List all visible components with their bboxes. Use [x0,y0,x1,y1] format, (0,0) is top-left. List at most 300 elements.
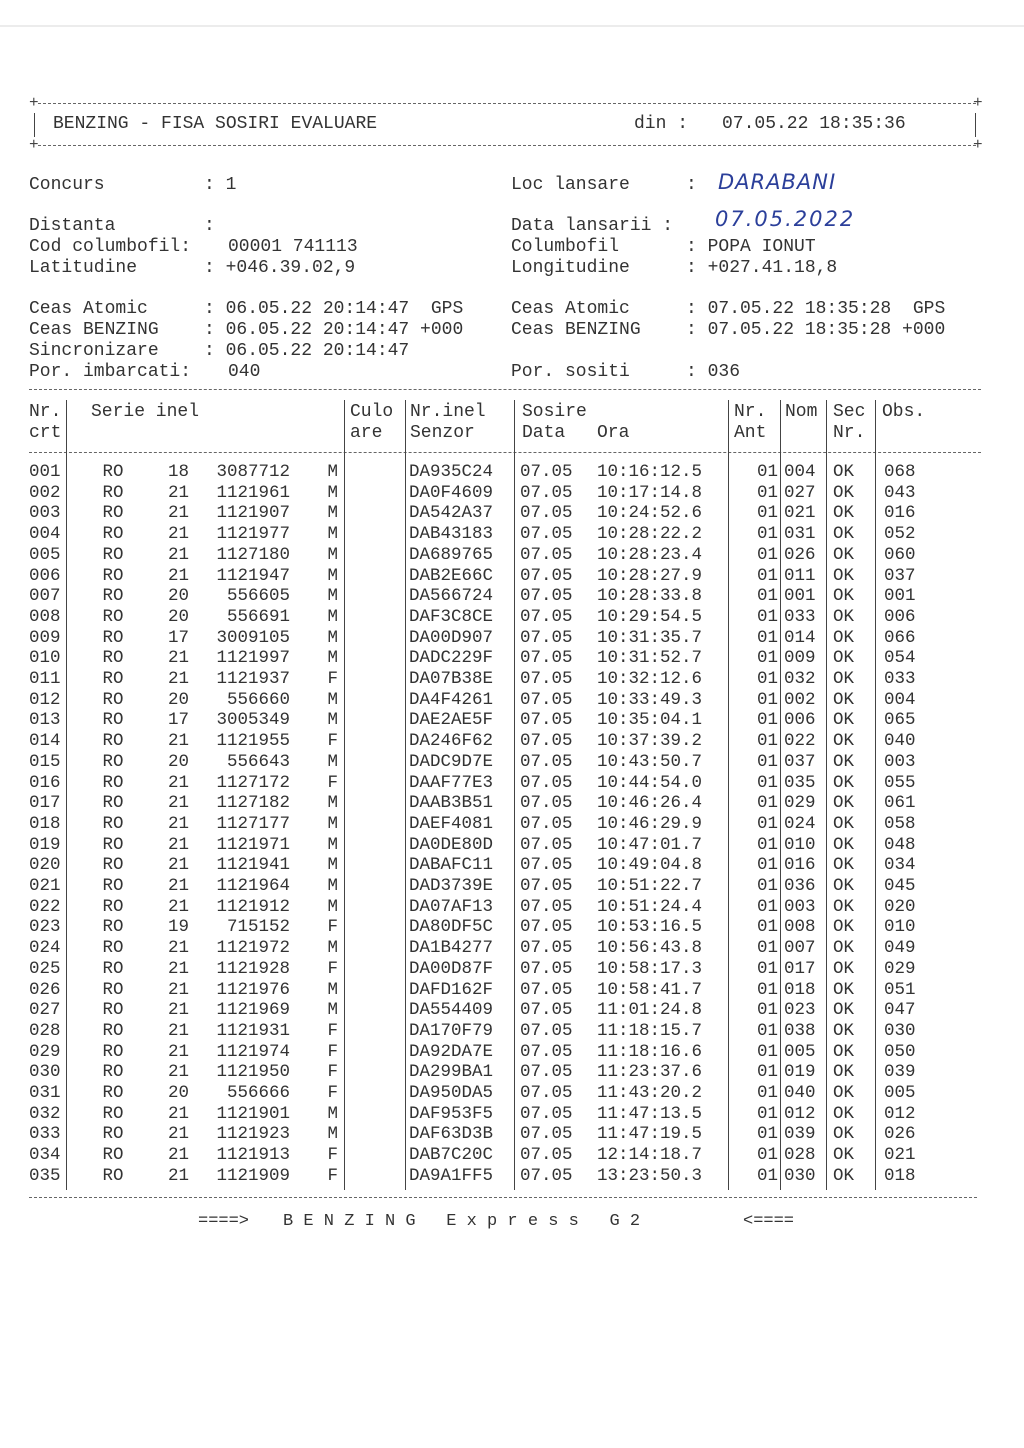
cell-an: 21 [167,855,189,876]
cell-nr: 010 [29,648,61,669]
cell-nr: 027 [29,1000,61,1021]
cell-nom: 016 [784,855,816,876]
cell-sec: OK [833,710,855,731]
cell-data: 07.05 [520,896,573,917]
cell-an: 18 [167,462,189,482]
cell-tara: RO [102,813,124,834]
distanta-label: Distanta [29,216,116,236]
cell-nr: 012 [29,689,61,710]
cell-sec: OK [833,1083,855,1103]
cell-ant: 01 [756,462,778,482]
cell-data: 07.05 [520,876,573,896]
cell-obs: 066 [884,627,916,648]
cell-senzor: DA246F62 [409,731,494,752]
column-divider [728,400,729,1190]
cell-ora: 10:31:52.7 [597,648,703,669]
cell-sex: M [327,648,338,669]
cell-obs: 049 [884,938,916,959]
cell-inel: 1121950 [216,1062,290,1083]
cell-inel: 1127177 [216,813,290,834]
cell-ant: 01 [756,731,778,752]
cell-data: 07.05 [520,648,573,669]
cell-ora: 10:28:33.8 [597,586,703,607]
cell-nom: 024 [784,813,816,834]
cell-an: 21 [167,938,189,959]
cell-nr: 031 [29,1083,61,1103]
cell-nom: 001 [784,586,816,607]
footer-right-arrow: <==== [743,1212,795,1231]
cell-sec: OK [833,896,855,917]
cell-nom: 036 [784,876,816,896]
report-date-label: din : [634,114,689,134]
cell-obs: 003 [884,751,916,772]
cell-data: 07.05 [520,1041,573,1062]
cell-ora: 10:51:24.4 [597,896,703,917]
cod-columbofil-label: Cod columbofil: [29,237,192,257]
cell-ora: 10:46:26.4 [597,793,703,814]
cell-ora: 11:18:16.6 [597,1041,703,1062]
cell-inel: 1121931 [216,1020,290,1041]
cell-tara: RO [102,544,124,565]
cell-data: 07.05 [520,793,573,814]
cell-senzor: DA9A1FF5 [409,1165,494,1186]
cell-nr: 011 [29,669,61,689]
cell-ant: 01 [756,896,778,917]
cell-ant: 01 [756,813,778,834]
cell-an: 21 [167,1062,189,1083]
cell-sec: OK [833,669,855,689]
cod-columbofil-value: 00001 741113 [228,237,358,257]
cell-nr: 030 [29,1062,61,1083]
cell-nr: 004 [29,524,61,545]
cell-inel: 1127172 [216,772,290,793]
cell-tara: RO [102,503,124,524]
ceas-atomic-end-label: Ceas Atomic [511,299,630,319]
cell-senzor: DA80DF5C [409,917,494,938]
cell-data: 07.05 [520,503,573,524]
cell-sec: OK [833,1165,855,1186]
cell-obs: 061 [884,793,916,814]
column-divider [344,400,345,1190]
cell-an: 20 [167,1083,189,1103]
cell-data: 07.05 [520,586,573,607]
cell-senzor: DA689765 [409,544,494,565]
scan-edge-line [0,25,1024,27]
cell-data: 07.05 [520,565,573,586]
cell-ora: 13:23:50.3 [597,1165,703,1186]
cell-ant: 01 [756,1103,778,1124]
cell-obs: 021 [884,1145,916,1166]
cell-obs: 010 [884,917,916,938]
cell-sec: OK [833,1041,855,1062]
cell-tara: RO [102,1103,124,1124]
ceas-benzing-start-label: Ceas BENZING [29,320,159,340]
cell-inel: 1121977 [216,524,290,545]
cell-nr: 007 [29,586,61,607]
longitudine-label: Longitudine [511,258,630,278]
cell-nom: 004 [784,462,816,482]
cell-an: 19 [167,917,189,938]
cell-sec: OK [833,751,855,772]
cell-obs: 054 [884,648,916,669]
cell-data: 07.05 [520,1083,573,1103]
cell-nom: 021 [784,503,816,524]
cell-tara: RO [102,565,124,586]
cell-ora: 10:49:04.8 [597,855,703,876]
cell-nom: 038 [784,1020,816,1041]
cell-tara: RO [102,482,124,503]
cell-nom: 011 [784,565,816,586]
cell-tara: RO [102,524,124,545]
cell-nom: 006 [784,710,816,731]
cell-inel: 1121913 [216,1145,290,1166]
cell-sex: M [327,462,338,482]
header-serie-inel: Serie inel [91,402,200,422]
cell-ora: 10:53:16.5 [597,917,703,938]
cell-tara: RO [102,917,124,938]
cell-data: 07.05 [520,731,573,752]
cell-inel: 1121961 [216,482,290,503]
imbarcati-value: 040 [228,362,261,382]
cell-ora: 10:28:27.9 [597,565,703,586]
cell-nr: 016 [29,772,61,793]
cell-nom: 007 [784,938,816,959]
cell-ant: 01 [756,710,778,731]
cell-nom: 009 [784,648,816,669]
header-sosire: Sosire [522,402,587,422]
cell-inel: 556643 [226,751,290,772]
cell-ant: 01 [756,979,778,1000]
cell-inel: 1121909 [216,1165,290,1186]
corner-mark: + [973,136,983,154]
cell-senzor: DADC9D7E [409,751,494,772]
cell-senzor: DA0DE80D [409,834,494,855]
cell-tara: RO [102,1124,124,1145]
cell-ant: 01 [756,586,778,607]
cell-ant: 01 [756,689,778,710]
cell-inel: 1121997 [216,648,290,669]
cell-data: 07.05 [520,669,573,689]
cell-inel: 1121947 [216,565,290,586]
sincronizare-value: : 06.05.22 20:14:47 [204,341,410,361]
cell-nom: 031 [784,524,816,545]
cell-nr: 026 [29,979,61,1000]
header-data: Data [522,423,566,443]
cell-ora: 10:37:39.2 [597,731,703,752]
cell-inel: 1121974 [216,1041,290,1062]
cell-data: 07.05 [520,544,573,565]
loc-lansare-handwritten: DARABANI [718,170,837,194]
cell-ora: 10:31:35.7 [597,627,703,648]
cell-ant: 01 [756,772,778,793]
cell-nom: 002 [784,689,816,710]
cell-data: 07.05 [520,813,573,834]
cell-sec: OK [833,648,855,669]
cell-obs: 039 [884,1062,916,1083]
cell-tara: RO [102,958,124,979]
cell-sec: OK [833,689,855,710]
cell-inel: 1121976 [216,979,290,1000]
cell-senzor: DA1B4277 [409,938,494,959]
cell-sec: OK [833,958,855,979]
cell-ora: 10:16:12.5 [597,462,703,482]
header-nom: Nom [785,402,818,422]
cell-nom: 012 [784,1103,816,1124]
cell-senzor: DABAFC11 [409,855,494,876]
cell-an: 20 [167,586,189,607]
column-divider [875,400,876,1190]
cell-sex: M [327,606,338,627]
cell-inel: 556660 [226,689,290,710]
cell-tara: RO [102,710,124,731]
cell-sex: F [327,1165,338,1186]
distanta-value: : [204,216,215,236]
ceas-benzing-start-value: : 06.05.22 20:14:47 +000 [204,320,464,340]
cell-nom: 005 [784,1041,816,1062]
cell-sex: F [327,772,338,793]
cell-nr: 022 [29,896,61,917]
cell-data: 07.05 [520,606,573,627]
cell-nr: 024 [29,938,61,959]
cell-sec: OK [833,1020,855,1041]
cell-obs: 016 [884,503,916,524]
cell-sec: OK [833,1000,855,1021]
column-divider [780,400,781,1190]
cell-tara: RO [102,1000,124,1021]
cell-ant: 01 [756,958,778,979]
cell-data: 07.05 [520,1062,573,1083]
cell-tara: RO [102,1041,124,1062]
cell-ora: 10:29:54.5 [597,606,703,627]
cell-nr: 033 [29,1124,61,1145]
cell-inel: 1121969 [216,1000,290,1021]
cell-ant: 01 [756,482,778,503]
cell-sec: OK [833,1124,855,1145]
cell-data: 07.05 [520,938,573,959]
cell-obs: 058 [884,813,916,834]
cell-data: 07.05 [520,958,573,979]
cell-sec: OK [833,1062,855,1083]
imbarcati-label: Por. imbarcati: [29,362,192,382]
cell-data: 07.05 [520,627,573,648]
cell-data: 07.05 [520,1020,573,1041]
cell-senzor: DAF3C8CE [409,606,494,627]
cell-ant: 01 [756,565,778,586]
cell-senzor: DAF63D3B [409,1124,494,1145]
cell-ant: 01 [756,834,778,855]
cell-tara: RO [102,793,124,814]
cell-nr: 015 [29,751,61,772]
cell-an: 21 [167,979,189,1000]
cell-data: 07.05 [520,751,573,772]
column-divider [826,400,827,1190]
cell-nom: 039 [784,1124,816,1145]
cell-senzor: DAE2AE5F [409,710,494,731]
sositi-label: Por. sositi [511,362,630,382]
cell-sec: OK [833,586,855,607]
cell-data: 07.05 [520,1103,573,1124]
cell-tara: RO [102,896,124,917]
cell-ora: 10:32:12.6 [597,669,703,689]
cell-sex: F [327,1020,338,1041]
cell-nr: 006 [29,565,61,586]
cell-senzor: DA07AF13 [409,896,494,917]
cell-ant: 01 [756,855,778,876]
cell-tara: RO [102,979,124,1000]
cell-senzor: DAF953F5 [409,1103,494,1124]
cell-nr: 028 [29,1020,61,1041]
ceas-atomic-start-value: : 06.05.22 20:14:47 GPS [204,299,464,319]
cell-ant: 01 [756,793,778,814]
report-date-value: 07.05.22 18:35:36 [722,114,906,134]
cell-ora: 10:47:01.7 [597,834,703,855]
cell-ora: 11:47:19.5 [597,1124,703,1145]
cell-obs: 026 [884,1124,916,1145]
cell-sex: M [327,751,338,772]
cell-ant: 01 [756,544,778,565]
cell-inel: 1121941 [216,855,290,876]
cell-inel: 1121912 [216,896,290,917]
cell-senzor: DAEF4081 [409,813,494,834]
cell-an: 21 [167,1103,189,1124]
ceas-benzing-end-label: Ceas BENZING [511,320,641,340]
cell-obs: 001 [884,586,916,607]
cell-obs: 051 [884,979,916,1000]
latitudine-value: : +046.39.02,9 [204,258,356,278]
cell-sex: M [327,1103,338,1124]
table-bottom-rule [29,1197,977,1198]
cell-an: 17 [167,627,189,648]
cell-tara: RO [102,606,124,627]
cell-nom: 023 [784,1000,816,1021]
corner-mark: + [29,94,39,112]
cell-nr: 013 [29,710,61,731]
cell-nom: 029 [784,793,816,814]
cell-obs: 047 [884,1000,916,1021]
header-obs: Obs. [882,402,926,422]
header-left-bar [34,113,35,137]
cell-ora: 12:14:18.7 [597,1145,703,1166]
cell-an: 21 [167,834,189,855]
cell-nr: 019 [29,834,61,855]
ceas-atomic-start-label: Ceas Atomic [29,299,148,319]
cell-senzor: DA542A37 [409,503,494,524]
cell-obs: 052 [884,524,916,545]
cell-an: 21 [167,793,189,814]
cell-senzor: DA170F79 [409,1020,494,1041]
cell-sex: F [327,958,338,979]
cell-tara: RO [102,669,124,689]
cell-senzor: DA92DA7E [409,1041,494,1062]
footer-brand: B E N Z I N G E x p r e s s G 2 [283,1212,641,1231]
ceas-atomic-end-value: : 07.05.22 18:35:28 GPS [686,299,946,319]
cell-sex: M [327,813,338,834]
cell-tara: RO [102,751,124,772]
loc-lansare-label: Loc lansare [511,175,630,195]
cell-nr: 025 [29,958,61,979]
cell-an: 21 [167,1145,189,1166]
cell-sec: OK [833,1103,855,1124]
cell-nr: 001 [29,462,61,482]
cell-an: 21 [167,876,189,896]
cell-tara: RO [102,1083,124,1103]
cell-inel: 3005349 [216,710,290,731]
cell-inel: 3087712 [216,462,290,482]
cell-ant: 01 [756,606,778,627]
cell-sex: M [327,503,338,524]
cell-senzor: DAD3739E [409,876,494,896]
cell-inel: 1121923 [216,1124,290,1145]
cell-nom: 026 [784,544,816,565]
cell-nr: 020 [29,855,61,876]
header-nr-ant-2: Ant [734,423,767,443]
data-lansarii-handwritten: 07.05.2022 [715,207,856,231]
cell-sec: OK [833,1145,855,1166]
cell-senzor: DAFD162F [409,979,494,1000]
header-bottom-rule [38,145,976,146]
cell-nom: 035 [784,772,816,793]
cell-obs: 043 [884,482,916,503]
cell-obs: 037 [884,565,916,586]
cell-data: 07.05 [520,855,573,876]
cell-nom: 003 [784,896,816,917]
cell-sex: F [327,731,338,752]
cell-ant: 01 [756,917,778,938]
cell-ant: 01 [756,648,778,669]
cell-sex: M [327,627,338,648]
header-culoare-1: Culo [350,402,394,422]
cell-senzor: DADC229F [409,648,494,669]
cell-inel: 1127180 [216,544,290,565]
cell-nom: 010 [784,834,816,855]
cell-inel: 715152 [226,917,290,938]
data-lansarii-label: Data lansarii : [511,216,674,236]
cell-nr: 018 [29,813,61,834]
cell-senzor: DA566724 [409,586,494,607]
cell-an: 21 [167,896,189,917]
cell-ant: 01 [756,1062,778,1083]
cell-sex: F [327,1083,338,1103]
cell-ora: 10:28:23.4 [597,544,703,565]
cell-an: 21 [167,1020,189,1041]
cell-sex: M [327,586,338,607]
cell-sec: OK [833,565,855,586]
cell-ant: 01 [756,1000,778,1021]
header-culoare-2: are [350,423,383,443]
cell-ant: 01 [756,503,778,524]
cell-senzor: DAB2E66C [409,565,494,586]
cell-inel: 1121972 [216,938,290,959]
cell-ora: 10:35:04.1 [597,710,703,731]
cell-ant: 01 [756,1145,778,1166]
cell-obs: 048 [884,834,916,855]
cell-nom: 014 [784,627,816,648]
cell-ora: 10:17:14.8 [597,482,703,503]
cell-ora: 10:58:41.7 [597,979,703,1000]
cell-obs: 004 [884,689,916,710]
cell-ora: 10:28:22.2 [597,524,703,545]
column-divider [405,400,406,1190]
sincronizare-label: Sincronizare [29,341,159,361]
header-sec-2: Nr. [833,423,866,443]
cell-senzor: DA935C24 [409,462,494,482]
cell-obs: 029 [884,958,916,979]
cell-sec: OK [833,855,855,876]
cell-senzor: DAB7C20C [409,1145,494,1166]
cell-senzor: DA07B38E [409,669,494,689]
cell-nr: 008 [29,606,61,627]
cell-ora: 11:47:13.5 [597,1103,703,1124]
